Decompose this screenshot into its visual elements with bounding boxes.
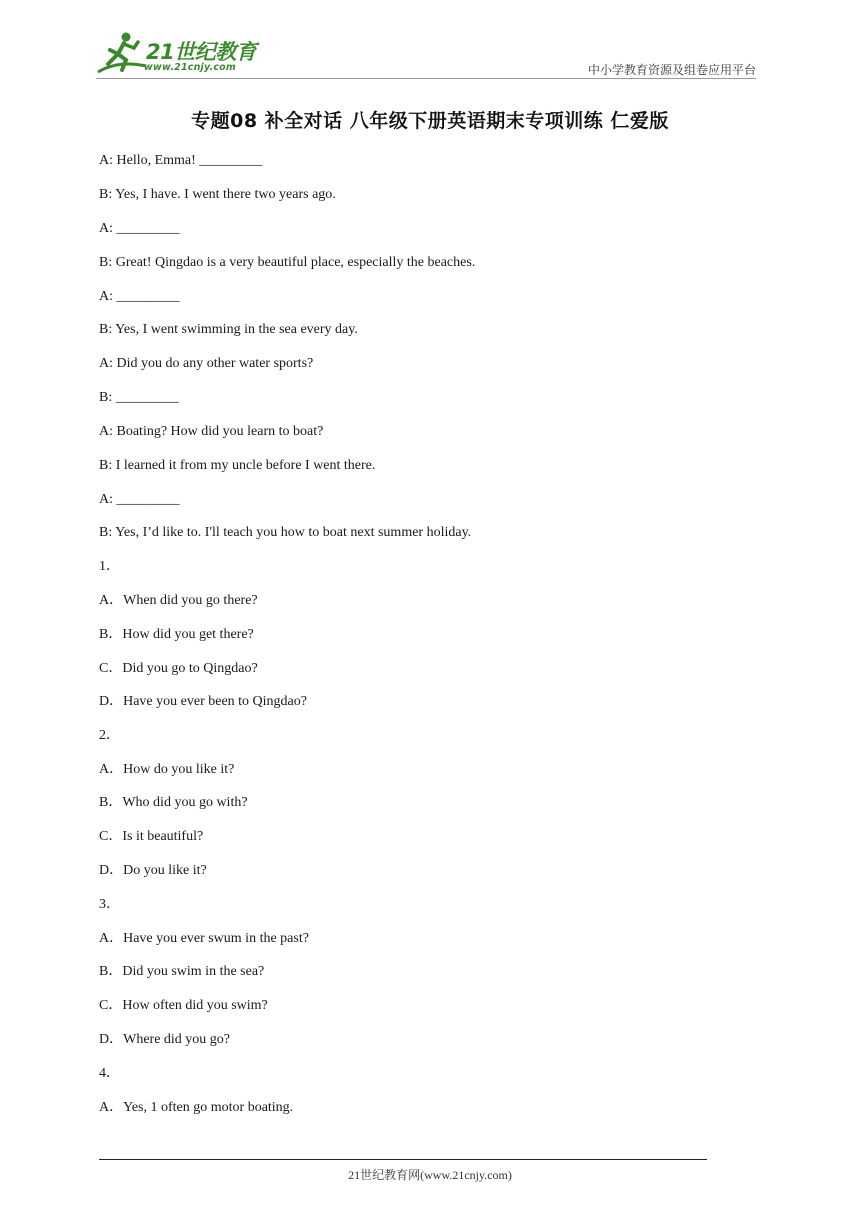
footer-divider — [99, 1159, 707, 1160]
dialogue-line: B: I learned it from my uncle before I went there. — [99, 458, 376, 473]
question-number: 3． — [99, 897, 120, 912]
dialogue-line: A: Hello, Emma! _________ — [99, 153, 263, 168]
question-number: 1． — [99, 559, 120, 574]
answer-option: D．Do you like it? — [99, 863, 207, 878]
question-number: 4． — [99, 1066, 120, 1081]
answer-option: D．Where did you go? — [99, 1032, 231, 1047]
answer-option: B．Who did you go with? — [99, 795, 248, 810]
answer-option: D．Have you ever been to Qingdao? — [99, 694, 307, 709]
dialogue-line: B: _________ — [99, 390, 179, 405]
footer-text[interactable]: 21世纪教育网(www.21cnjy.com) — [348, 1168, 512, 1182]
dialogue-line: B: Yes, I have. I went there two years ago. — [99, 187, 336, 202]
logo-text: 21世纪教育 — [146, 40, 257, 64]
answer-option: C．Did you go to Qingdao? — [99, 661, 258, 676]
header-divider — [96, 78, 756, 79]
answer-option: B．Did you swim in the sea? — [99, 964, 265, 979]
dialogue-line: A: _________ — [99, 221, 180, 236]
document-title: 专题08 补全对话 八年级下册英语期末专项训练 仁爱版 — [191, 110, 669, 132]
question-number: 2． — [99, 728, 120, 743]
runner-logo-icon — [96, 30, 148, 78]
dialogue-line: B: Yes, I’d like to. I'll teach you how to boat next summer holiday. — [99, 525, 472, 540]
answer-option: C．How often did you swim? — [99, 998, 268, 1013]
dialogue-line: B: Yes, I went swimming in the sea every day. — [99, 322, 358, 337]
dialogue-line: A: _________ — [99, 492, 180, 507]
dialogue-line: A: Did you do any other water sports? — [99, 356, 314, 371]
answer-option: C．Is it beautiful? — [99, 829, 204, 844]
logo-url: www.21cnjy.com — [144, 62, 236, 73]
answer-option: B．How did you get there? — [99, 627, 254, 642]
site-tagline: 中小学教育资源及组卷应用平台 — [587, 63, 756, 77]
site-logo[interactable] — [96, 30, 266, 78]
answer-option: A．Have you ever swum in the past? — [99, 931, 309, 946]
page-header — [96, 30, 756, 80]
dialogue-line: A: Boating? How did you learn to boat? — [99, 424, 324, 439]
dialogue-line: A: _________ — [99, 289, 180, 304]
answer-option: A．Yes, 1 often go motor boating. — [99, 1100, 294, 1115]
dialogue-line: B: Great! Qingdao is a very beautiful place, especially the beaches. — [99, 255, 476, 270]
answer-option: A．How do you like it? — [99, 762, 235, 777]
answer-option: A．When did you go there? — [99, 593, 258, 608]
